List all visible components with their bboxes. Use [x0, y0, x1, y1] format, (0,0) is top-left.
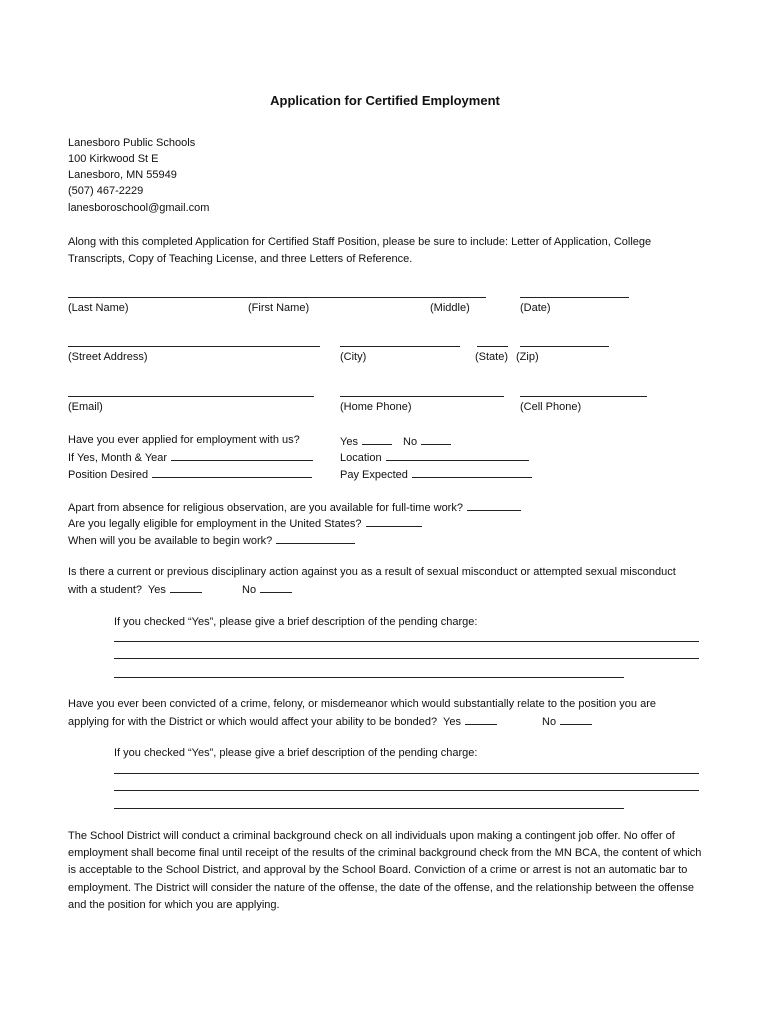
crime-followup: If you checked “Yes”, please give a brief description of the pending charge:	[114, 747, 478, 759]
crime-description-line[interactable]	[114, 790, 699, 791]
eligible-blank[interactable]	[366, 514, 422, 527]
crime-no-option[interactable]	[542, 712, 592, 731]
yes-label: Yes	[340, 436, 358, 448]
intro-paragraph: Along with this completed Application for Certified Staff Position, please be sure to include: Letter of Application, College Transcripts, Copy of Teaching License, and three Letters of Reference.	[68, 236, 652, 265]
fulltime-question: Apart from absence for religious observation, are you available for full-time work?	[68, 502, 463, 514]
last-name-label: (Last Name)	[68, 302, 129, 314]
crime-description-line[interactable]	[114, 808, 624, 809]
location-label: Location	[340, 452, 382, 464]
misconduct-description-line[interactable]	[114, 641, 699, 642]
crime-yes-option[interactable]	[68, 712, 497, 731]
no-label: No	[403, 436, 418, 448]
page-title: Application for Certified Employment	[270, 93, 500, 108]
email-label: (Email)	[68, 401, 103, 413]
school-email: lanesboroschool@gmail.com	[68, 202, 210, 214]
eligible-question: Are you legally eligible for employment in the United States?	[68, 518, 362, 530]
city-field-line[interactable]	[340, 346, 460, 347]
home-phone-field-line[interactable]	[340, 396, 504, 397]
crime-no-label: No	[542, 716, 557, 728]
crime-yes-blank[interactable]	[465, 712, 497, 725]
cell-phone-field-line[interactable]	[520, 396, 647, 397]
if-yes-month-year	[68, 448, 313, 467]
middle-name-label: (Middle)	[430, 302, 470, 314]
pay-expected-blank[interactable]	[412, 465, 532, 478]
position-desired-row	[68, 465, 312, 484]
crime-question-line2: applying for with the District or which would affect your ability to be bonded? Yes	[68, 716, 461, 728]
eligible-row	[68, 514, 422, 533]
location-row	[340, 448, 529, 467]
crime-question-line1: Have you ever been convicted of a crime, felony, or misdemeanor which would substantially relate to the position you are	[68, 698, 656, 710]
name-field-line[interactable]	[68, 297, 486, 298]
first-name-label: (First Name)	[248, 302, 310, 314]
zip-field-line[interactable]	[520, 346, 609, 347]
position-desired-blank[interactable]	[152, 465, 312, 478]
start-blank[interactable]	[276, 531, 355, 544]
misconduct-description-line[interactable]	[114, 677, 624, 678]
street-address-label: (Street Address)	[68, 351, 148, 363]
applied-before-question: Have you ever applied for employment with us?	[68, 434, 300, 446]
misconduct-question-line2: with a student? Yes	[68, 584, 166, 596]
misconduct-yes-blank[interactable]	[170, 580, 202, 593]
fulltime-blank[interactable]	[467, 498, 521, 511]
cell-phone-label: (Cell Phone)	[520, 401, 582, 413]
school-street: 100 Kirkwood St E	[68, 153, 159, 165]
start-row	[68, 531, 355, 550]
zip-label: (Zip)	[516, 351, 539, 363]
location-blank[interactable]	[386, 448, 529, 461]
misconduct-question-line1: Is there a current or previous disciplinary action against you as a result of sexual misconduct or attempted sexual misconduct	[68, 566, 676, 578]
pay-expected-row	[340, 465, 532, 484]
city-label: (City)	[340, 351, 367, 363]
email-field-line[interactable]	[68, 396, 314, 397]
position-desired-label: Position Desired	[68, 469, 149, 481]
street-address-field-line[interactable]	[68, 346, 320, 347]
applied-no-blank[interactable]	[421, 432, 451, 445]
misconduct-no-option[interactable]	[242, 580, 292, 599]
if-yes-label: If Yes, Month & Year	[68, 452, 168, 464]
state-field-line[interactable]	[477, 346, 508, 347]
misconduct-description-line[interactable]	[114, 658, 699, 659]
misconduct-yes-option[interactable]	[68, 580, 202, 599]
date-field-line[interactable]	[520, 297, 629, 298]
school-city: Lanesboro, MN 55949	[68, 169, 177, 181]
pay-expected-label: Pay Expected	[340, 469, 408, 481]
applied-yes-blank[interactable]	[362, 432, 392, 445]
misconduct-followup: If you checked “Yes”, please give a brief description of the pending charge:	[114, 616, 478, 628]
crime-description-line[interactable]	[114, 773, 699, 774]
school-name: Lanesboro Public Schools	[68, 137, 196, 149]
month-year-blank[interactable]	[171, 448, 313, 461]
start-question: When will you be available to begin work?	[68, 535, 273, 547]
misconduct-no-blank[interactable]	[260, 580, 292, 593]
school-phone: (507) 467-2229	[68, 185, 144, 197]
background-check-paragraph: The School District will conduct a criminal background check on all individuals upon making a contingent job offer. No offer of employment shall become final until receipt of the results of the criminal background check from the MN BCA, the content of which is acceptable to the School District, and approval by the School Board. Conviction of a crime or arrest is not an automatic bar to employment. The District will consider the nature of the offense, the date of the offense, and the relationship between the offense and the position for which you are applying.	[68, 830, 702, 911]
misconduct-no-label: No	[242, 584, 257, 596]
date-label: (Date)	[520, 302, 551, 314]
state-label: (State)	[475, 351, 509, 363]
home-phone-label: (Home Phone)	[340, 401, 412, 413]
crime-no-blank[interactable]	[560, 712, 592, 725]
